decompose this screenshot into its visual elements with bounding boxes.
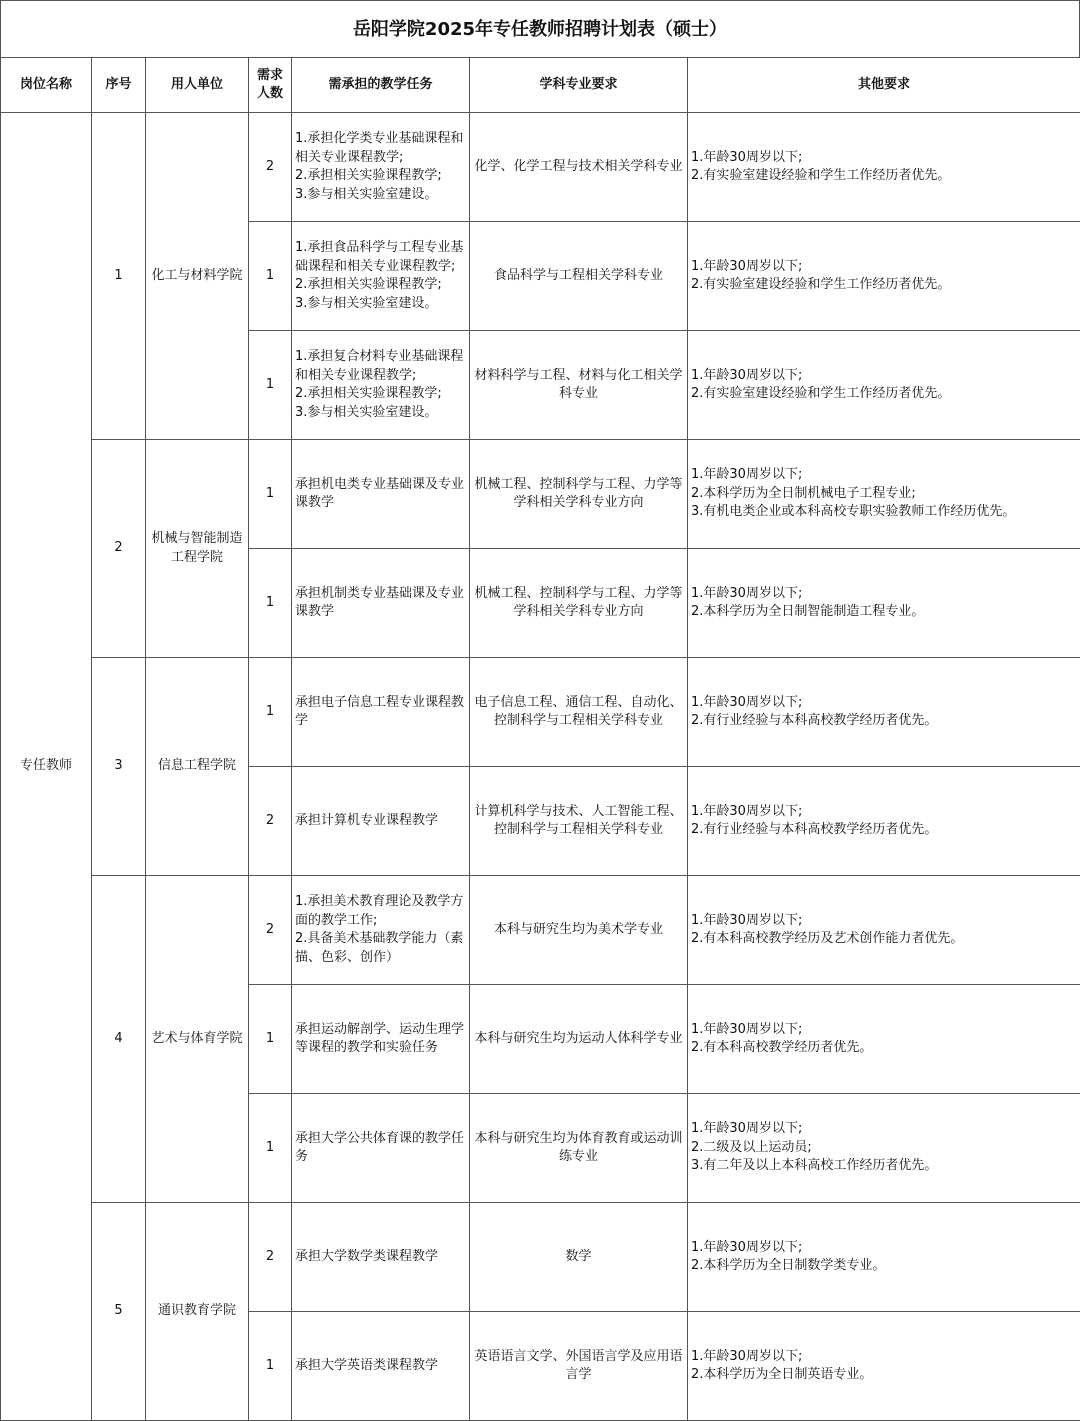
task-line: 2.承担相关实验课程教学;: [295, 276, 466, 295]
tasks-cell: [292, 658, 470, 767]
tasks-cell: [292, 549, 470, 658]
header-major: 学科专业要求: [470, 58, 688, 113]
requirement-line: 3.有二年及以上本科高校工作经历者优先。: [691, 1157, 1077, 1176]
task-line: 3.参与相关实验室建设。: [295, 404, 466, 423]
seq-cell: 4: [92, 876, 146, 1203]
count-cell: 1: [249, 1094, 292, 1203]
other-cell: [688, 331, 1080, 440]
requirement-line: 2.本科学历为全日制机械电子工程专业;: [691, 485, 1077, 504]
task-line: 1.承担美术教育理论及教学方面的教学工作;: [295, 893, 466, 930]
header-row: [1, 58, 1080, 113]
task-line: 承担电子信息工程专业课程教学: [295, 694, 466, 731]
requirement-line: 3.有机电类企业或本科高校专职实验教师工作经历优先。: [691, 503, 1077, 522]
position-name-cell: 专任教师: [1, 113, 92, 1421]
requirement-line: 1.年龄30周岁以下;: [691, 466, 1077, 485]
requirement-line: 2.本科学历为全日制英语专业。: [691, 1366, 1077, 1385]
task-line: 承担大学英语类课程教学: [295, 1357, 466, 1376]
other-cell: [688, 1094, 1080, 1203]
major-cell: 电子信息工程、通信工程、自动化、控制科学与工程相关学科专业: [470, 658, 688, 767]
tasks-cell: [292, 1203, 470, 1312]
requirement-line: 1.年龄30周岁以下;: [691, 1239, 1077, 1258]
header-tasks: 需承担的教学任务: [292, 58, 470, 113]
tasks-cell: [292, 440, 470, 549]
other-cell: [688, 222, 1080, 331]
count-cell: 2: [249, 767, 292, 876]
header-seq: 序号: [92, 58, 146, 113]
task-line: 2.承担相关实验课程教学;: [295, 385, 466, 404]
task-line: 3.参与相关实验室建设。: [295, 295, 466, 314]
requirement-line: 1.年龄30周岁以下;: [691, 1348, 1077, 1367]
header-count: 需求人数: [249, 58, 292, 113]
requirement-line: 2.有实验室建设经验和学生工作经历者优先。: [691, 276, 1077, 295]
seq-cell: 5: [92, 1203, 146, 1421]
table-row: [1, 113, 1080, 222]
other-cell: [688, 767, 1080, 876]
table-row: [1, 440, 1080, 549]
other-cell: [688, 113, 1080, 222]
task-line: 承担机制类专业基础课及专业课教学: [295, 585, 466, 622]
task-line: 2.具备美术基础教学能力（素描、色彩、创作）: [295, 930, 466, 967]
count-cell: 1: [249, 331, 292, 440]
requirement-line: 1.年龄30周岁以下;: [691, 585, 1077, 604]
major-cell: 计算机科学与技术、人工智能工程、控制科学与工程相关学科专业: [470, 767, 688, 876]
table-row: [1, 1203, 1080, 1312]
sheet-title: 岳阳学院2025年专任教师招聘计划表（硕士）: [0, 0, 1080, 57]
tasks-cell: [292, 113, 470, 222]
other-cell: [688, 1203, 1080, 1312]
requirement-line: 2.二级及以上运动员;: [691, 1139, 1077, 1158]
major-cell: 机械工程、控制科学与工程、力学等学科相关学科专业方向: [470, 440, 688, 549]
recruitment-table: [0, 57, 1080, 1421]
requirement-line: 2.有实验室建设经验和学生工作经历者优先。: [691, 167, 1077, 186]
requirement-line: 1.年龄30周岁以下;: [691, 367, 1077, 386]
task-line: 承担大学公共体育课的教学任务: [295, 1130, 466, 1167]
task-line: 2.承担相关实验课程教学;: [295, 167, 466, 186]
seq-cell: 1: [92, 113, 146, 440]
major-cell: 化学、化学工程与技术相关学科专业: [470, 113, 688, 222]
header-other: 其他要求: [688, 58, 1080, 113]
count-cell: 2: [249, 113, 292, 222]
unit-cell: 信息工程学院: [146, 658, 249, 876]
seq-cell: 2: [92, 440, 146, 658]
count-cell: 1: [249, 222, 292, 331]
table-row: [1, 876, 1080, 985]
other-cell: [688, 440, 1080, 549]
unit-cell: 艺术与体育学院: [146, 876, 249, 1203]
requirement-line: 2.有本科高校教学经历者优先。: [691, 1039, 1077, 1058]
requirement-line: 2.有实验室建设经验和学生工作经历者优先。: [691, 385, 1077, 404]
header-position: 岗位名称: [1, 58, 92, 113]
tasks-cell: [292, 876, 470, 985]
tasks-cell: [292, 1094, 470, 1203]
unit-cell: 机械与智能制造工程学院: [146, 440, 249, 658]
count-cell: 2: [249, 876, 292, 985]
task-line: 承担运动解剖学、运动生理学等课程的教学和实验任务: [295, 1021, 466, 1058]
task-line: 3.参与相关实验室建设。: [295, 186, 466, 205]
count-cell: 2: [249, 1203, 292, 1312]
major-cell: 英语语言文学、外国语言学及应用语言学: [470, 1312, 688, 1421]
tasks-cell: [292, 767, 470, 876]
requirement-line: 2.有行业经验与本科高校教学经历者优先。: [691, 712, 1077, 731]
requirement-line: 1.年龄30周岁以下;: [691, 803, 1077, 822]
count-cell: 1: [249, 985, 292, 1094]
requirement-line: 1.年龄30周岁以下;: [691, 694, 1077, 713]
tasks-cell: [292, 985, 470, 1094]
major-cell: 本科与研究生均为运动人体科学专业: [470, 985, 688, 1094]
requirement-line: 2.本科学历为全日制智能制造工程专业。: [691, 603, 1077, 622]
task-line: 1.承担化学类专业基础课程和相关专业课程教学;: [295, 130, 466, 167]
requirement-line: 1.年龄30周岁以下;: [691, 1021, 1077, 1040]
major-cell: 食品科学与工程相关学科专业: [470, 222, 688, 331]
task-line: 1.承担食品科学与工程专业基础课程和相关专业课程教学;: [295, 239, 466, 276]
requirement-line: 1.年龄30周岁以下;: [691, 1120, 1077, 1139]
major-cell: 本科与研究生均为美术学专业: [470, 876, 688, 985]
task-line: 1.承担复合材料专业基础课程和相关专业课程教学;: [295, 348, 466, 385]
tasks-cell: [292, 222, 470, 331]
requirement-line: 1.年龄30周岁以下;: [691, 912, 1077, 931]
task-line: 承担大学数学类课程教学: [295, 1248, 466, 1267]
requirement-line: 2.本科学历为全日制数学类专业。: [691, 1257, 1077, 1276]
task-line: 承担机电类专业基础课及专业课教学: [295, 476, 466, 513]
unit-cell: 化工与材料学院: [146, 113, 249, 440]
requirement-line: 2.有本科高校教学经历及艺术创作能力者优先。: [691, 930, 1077, 949]
requirement-line: 2.有行业经验与本科高校教学经历者优先。: [691, 821, 1077, 840]
tasks-cell: [292, 1312, 470, 1421]
task-line: 承担计算机专业课程教学: [295, 812, 466, 831]
other-cell: [688, 985, 1080, 1094]
major-cell: 数学: [470, 1203, 688, 1312]
requirement-line: 1.年龄30周岁以下;: [691, 258, 1077, 277]
table-body: [1, 113, 1080, 1421]
seq-cell: 3: [92, 658, 146, 876]
other-cell: [688, 1312, 1080, 1421]
other-cell: [688, 549, 1080, 658]
count-cell: 1: [249, 658, 292, 767]
count-cell: 1: [249, 440, 292, 549]
other-cell: [688, 876, 1080, 985]
count-cell: 1: [249, 549, 292, 658]
tasks-cell: [292, 331, 470, 440]
table-row: [1, 658, 1080, 767]
unit-cell: 通识教育学院: [146, 1203, 249, 1421]
requirement-line: 1.年龄30周岁以下;: [691, 149, 1077, 168]
count-cell: 1: [249, 1312, 292, 1421]
major-cell: 材料科学与工程、材料与化工相关学科专业: [470, 331, 688, 440]
major-cell: 本科与研究生均为体育教育或运动训练专业: [470, 1094, 688, 1203]
major-cell: 机械工程、控制科学与工程、力学等学科相关学科专业方向: [470, 549, 688, 658]
other-cell: [688, 658, 1080, 767]
header-unit: 用人单位: [146, 58, 249, 113]
